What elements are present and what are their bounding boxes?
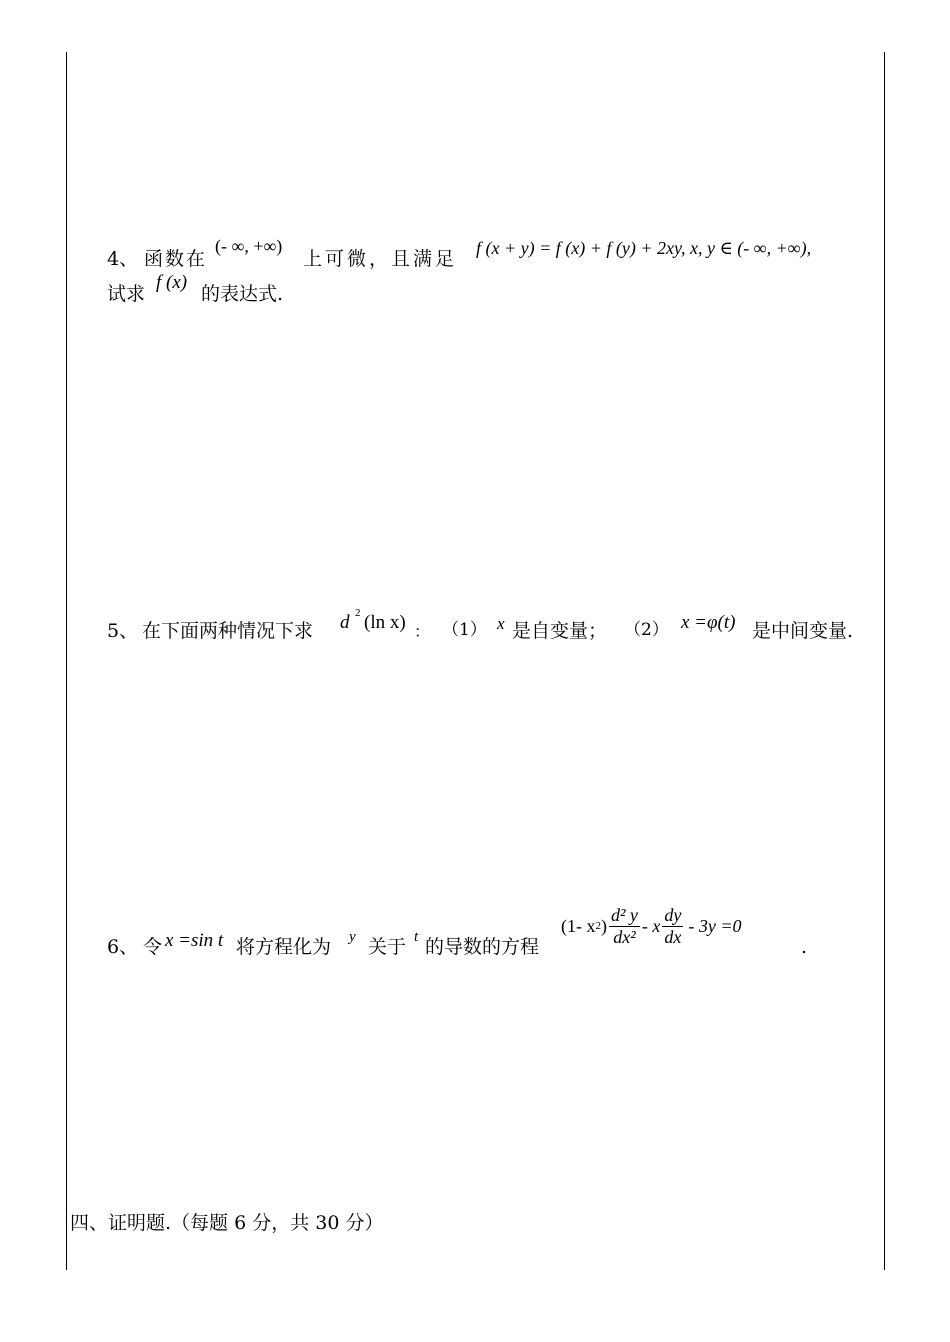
problem-5-d: d (340, 612, 350, 633)
problem-4-text-a: 函数在 (144, 248, 208, 270)
problem-5-d-exp: 2 (355, 607, 361, 619)
problem-6-frac2-den: dx (664, 926, 682, 947)
problem-5-case1: （1） (442, 620, 487, 640)
problem-6-equation: (1- x 2 ) $\frac{\text{d² y}}{\text{dx²}}$ - x $\frac{dy}{dx}$ - 3y =0 (561, 904, 742, 947)
problem-4-equation: f (x + y) = f (x) + f (y) + 2xy, x, y ∈ (- ∞, +∞), (476, 238, 812, 258)
problem-6-t: t (414, 929, 419, 945)
problem-5-xphi: x =φ(t) (681, 612, 736, 633)
problem-6-text-b: 将方程化为 (236, 936, 332, 958)
problem-6-y: y (349, 929, 356, 945)
problem-6-eq-b: ) (601, 915, 607, 936)
problem-5-case2: （2） (624, 620, 669, 640)
problem-5-text-b: 是自变量； (512, 620, 608, 642)
problem-5-colon: ： (414, 622, 431, 641)
problem-6-number: 6、 (107, 936, 139, 958)
table-right-border (884, 52, 885, 1270)
section-4-heading: 四、证明题.（每题 6 分，共 30 分） (70, 1212, 384, 1234)
problem-6-text-d: 的导数的方程 (425, 936, 540, 958)
problem-5-ln: (ln x) (364, 612, 406, 633)
problem-5-number: 5、 (107, 620, 139, 642)
problem-6-text-c: 关于 (368, 936, 407, 958)
problem-4-fx: f (x) (156, 272, 188, 293)
table-left-border (66, 52, 67, 1270)
problem-4-text-b: 上可微，且满足 (303, 248, 458, 270)
problem-6-frac2-num: dy (664, 904, 682, 925)
problem-4-number: 4、 (107, 248, 139, 270)
problem-4-interval: (- ∞, +∞) (215, 236, 283, 256)
problem-6-eq-a: (1- x (561, 915, 596, 936)
problem-6-eq-c: - x (641, 915, 661, 936)
problem-6-eq-d: - 3y =0 (688, 915, 742, 936)
problem-6-period: . (801, 936, 808, 958)
problem-4-line2-b: 的表达式. (201, 283, 284, 305)
problem-4-line2-a: 试求 (107, 283, 146, 305)
problem-6-frac1-den: dx² (613, 926, 636, 947)
problem-5-text-a: 在下面两种情况下求 (142, 620, 314, 642)
problem-5-text-c: 是中间变量. (752, 620, 854, 642)
problem-6-subst: x =sin t (165, 930, 224, 951)
problem-6-frac1-num: d² y (611, 904, 638, 925)
problem-6-frac1 (609, 906, 640, 947)
problem-5-x: x (497, 614, 505, 633)
problem-6-frac2 (662, 906, 683, 947)
problem-6-text-a: 令 (143, 936, 163, 958)
